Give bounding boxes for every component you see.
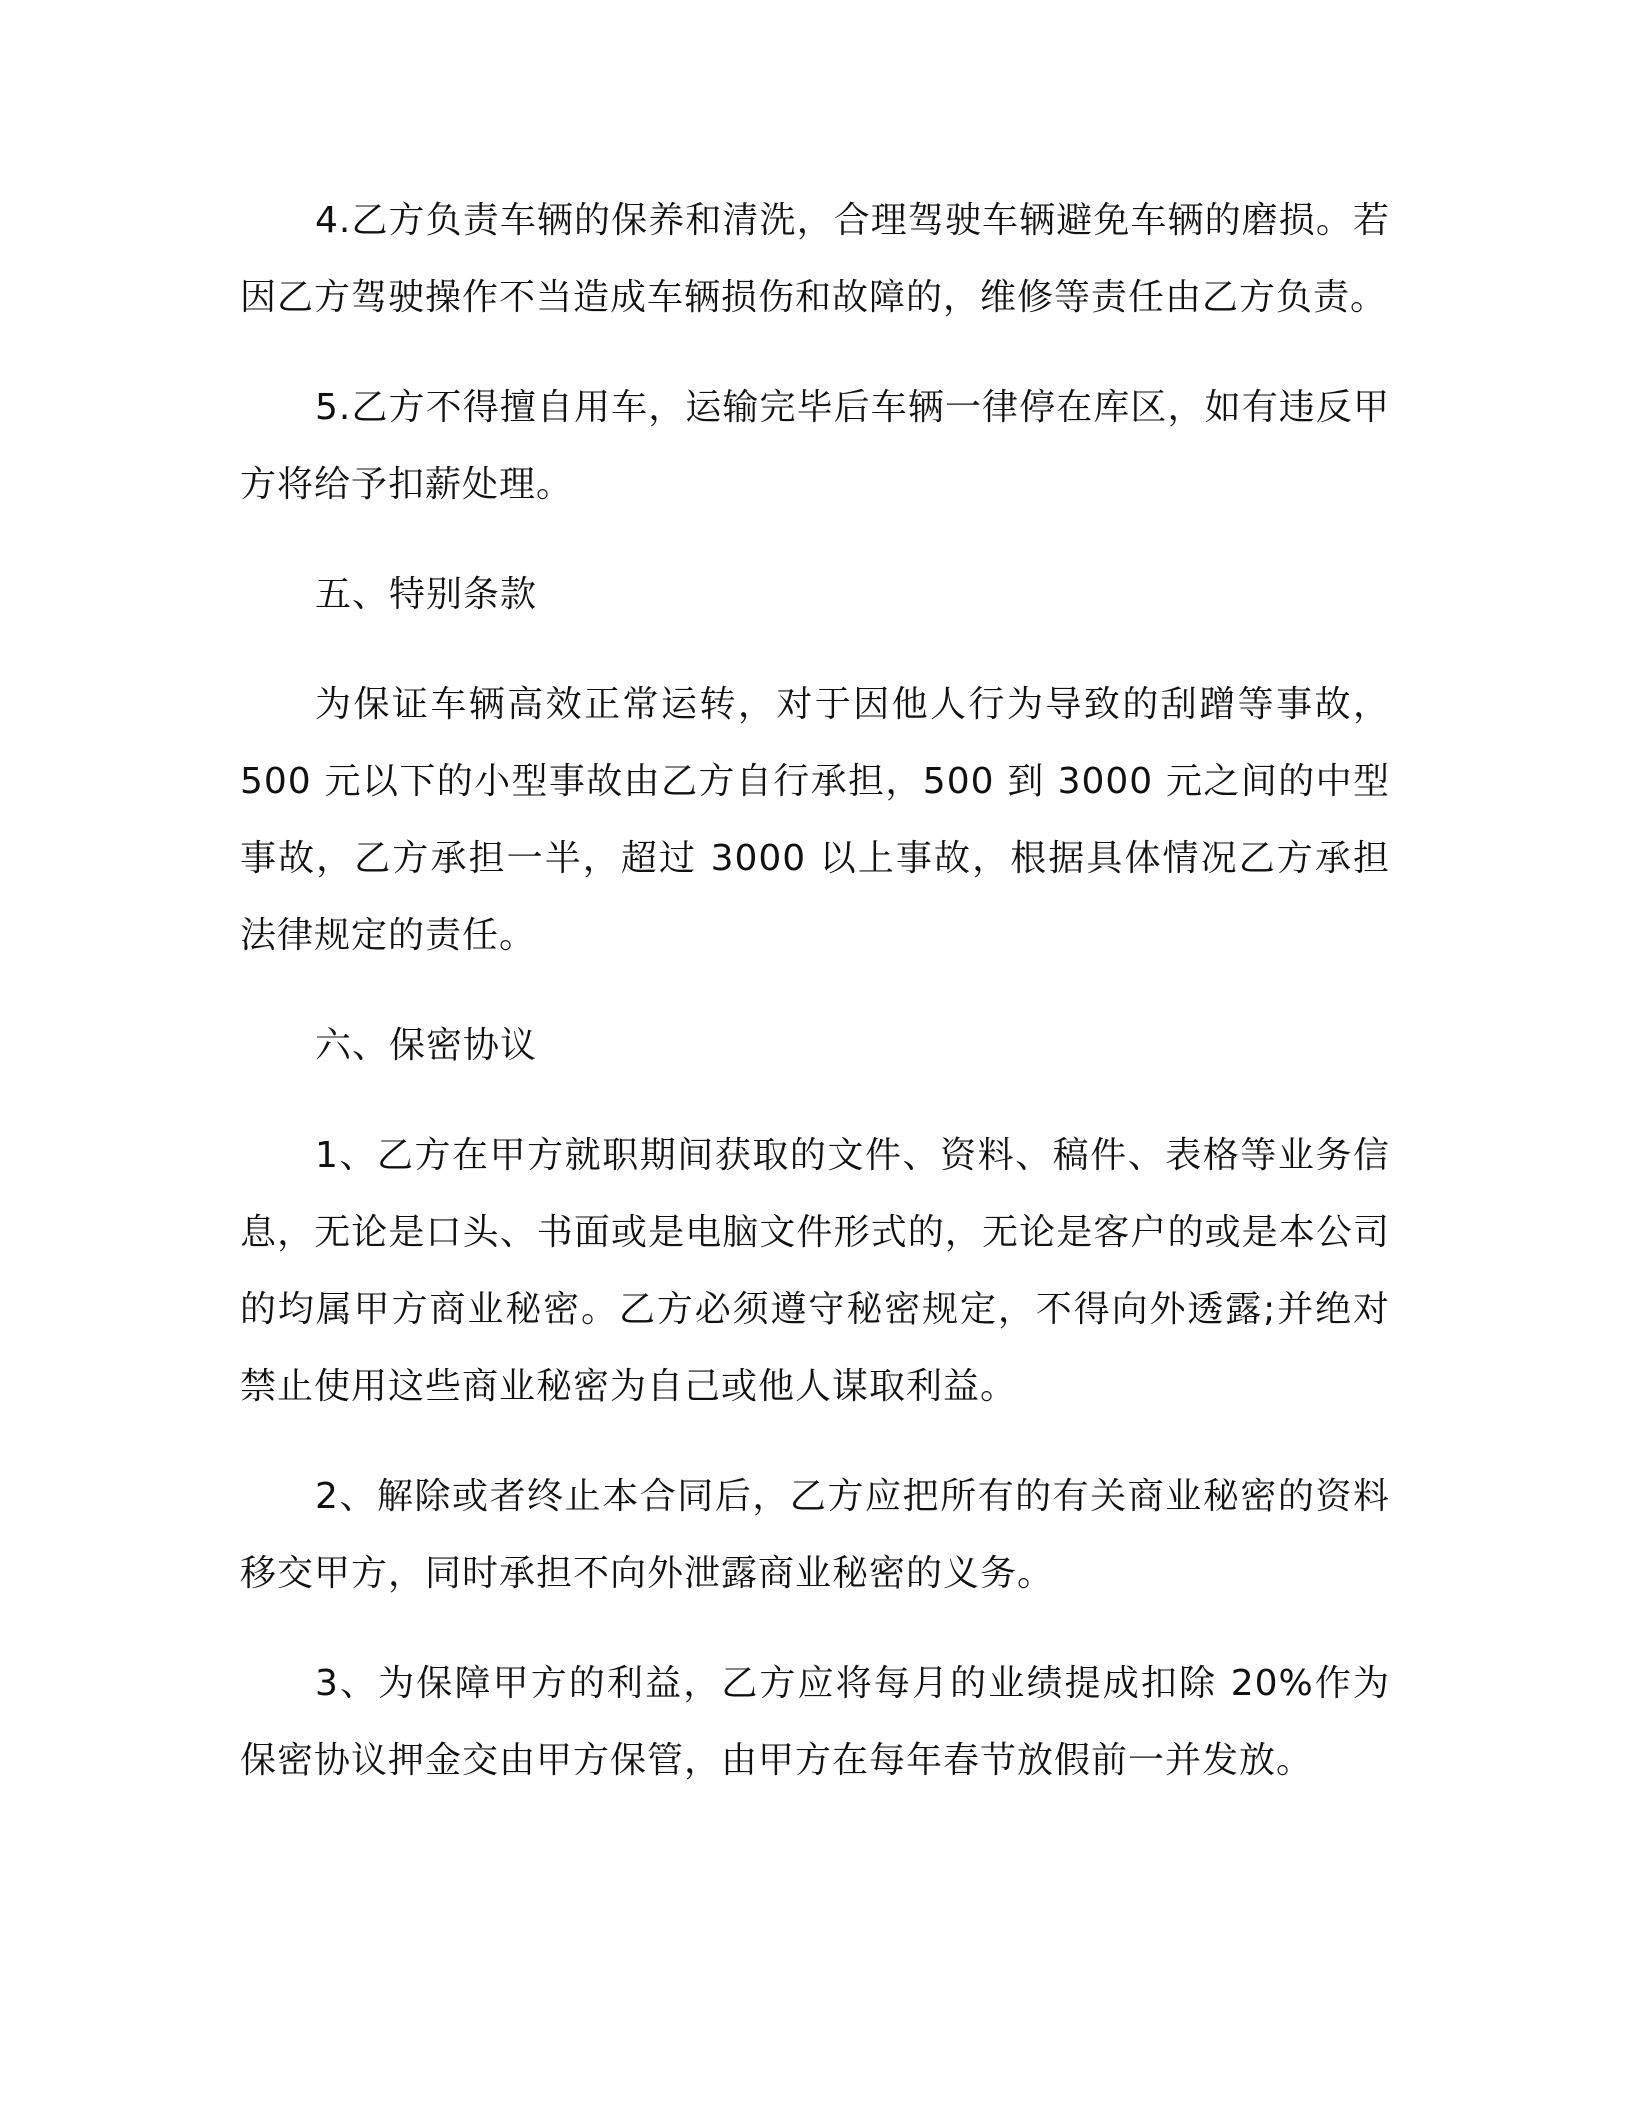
paragraph-gap xyxy=(240,523,1390,556)
document-body xyxy=(240,182,1390,1799)
confidentiality-clause-2: 2、解除或者终止本合同后，乙方应把所有的有关商业秘密的资料移交甲方，同时承担不向外泄露商业秘密的义务。 xyxy=(240,1476,1390,1594)
clause-5-vehicle-use: 5.乙方不得擅自用车，运输完毕后车辆一律停在库区，如有违反甲方将给予扣薪处理。 xyxy=(240,387,1390,505)
paragraph-gap xyxy=(240,336,1390,369)
section-heading-special-terms: 五、特别条款 xyxy=(315,574,538,615)
section-heading-confidentiality: 六、保密协议 xyxy=(315,1025,538,1066)
paragraph-gap xyxy=(240,1425,1390,1458)
paragraph-gap xyxy=(240,974,1390,1007)
paragraph-gap xyxy=(240,1084,1390,1117)
paragraph-gap xyxy=(240,1612,1390,1645)
confidentiality-clause-1: 1、乙方在甲方就职期间获取的文件、资料、稿件、表格等业务信息，无论是口头、书面或是电脑文件形式的，无论是客户的或是本公司的均属甲方商业秘密。乙方必须遵守秘密规定，不得向外透露;并绝对禁止使用这些商业秘密为自己或他人谋取利益。 xyxy=(240,1135,1390,1407)
clause-4-vehicle-maintenance: 4.乙方负责车辆的保养和清洗，合理驾驶车辆避免车辆的磨损。若因乙方驾驶操作不当造成车辆损伤和故障的，维修等责任由乙方负责。 xyxy=(240,200,1390,318)
confidentiality-clause-3: 3、为保障甲方的利益，乙方应将每月的业绩提成扣除 20%作为保密协议押金交由甲方保管，由甲方在每年春节放假前一并发放。 xyxy=(240,1663,1390,1781)
paragraph-gap xyxy=(240,633,1390,666)
special-terms-paragraph: 为保证车辆高效正常运转，对于因他人行为导致的刮蹭等事故，500 元以下的小型事故由乙方自行承担，500 到 3000 元之间的中型事故，乙方承担一半，超过 3000 以上事故，根据具体情况乙方承担法律规定的责任。 xyxy=(240,684,1390,956)
